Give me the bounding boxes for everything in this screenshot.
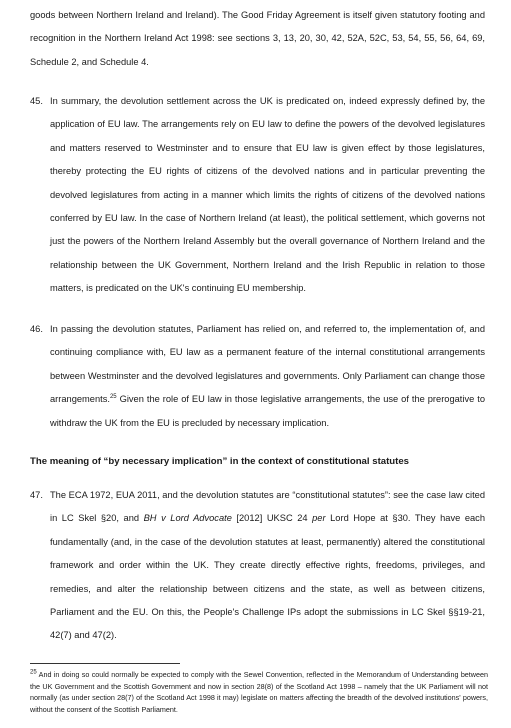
paragraph-46: [30, 318, 485, 435]
footnote-reference[interactable]: 25: [109, 394, 117, 401]
paragraph-45: [30, 90, 485, 301]
paragraph-47: [30, 484, 485, 648]
footnote-text: And in doing so could normally be expected to comply with the Sewel Convention, reflected in the Memorandum of Understanding between the UK Government and the Scottish Government and now in section 28(8) of the Scotland Act 1998 – namely that the UK Parliament will not normally (as under section 28(7) of the Scotland Act 1998 it may) legislate on matters affecting the breadth of the devolved institutions' powers, without the consent of the Scottish Parliament.: [30, 670, 488, 714]
footnote-marker: 25: [30, 669, 37, 676]
section-heading: The meaning of “by necessary implication” in the context of constitutional statutes: [30, 456, 410, 467]
paragraph-text-part: [2012] UKSC 24: [231, 513, 313, 524]
paragraph-number: 46.: [30, 324, 43, 334]
paragraph-text: In summary, the devolution settlement across the UK is predicated on, indeed expressly defined by, the application of EU law. The arrangements rely on EU law to define the powers of the devolved legislatures and matters reserved to Westminster and to ensure that EU law is given effect by those legislatures, thereby protecting the EU rights of citizens of the devolved nations and in particular preventing the devolved legislatures from acting in a manner which limits the rights of citizens of the devolved nations conferred by EU law. In the case of Northern Ireland (at least), the political settlement, which governs not just the powers of the Northern Ireland Assembly but the overall governance of Northern Ireland and the relationship between the UK Government, Northern Ireland and the Irish Republic in relation to those matters, is predicated on the UK's continuing EU membership.: [50, 96, 485, 294]
footnote-25: [30, 669, 488, 715]
paragraph-text-part: The ECA 1972, EUA 2011, and the devolution statutes are “constitutional statutes”: see the case law cited in LC Skel §20, and: [50, 490, 485, 524]
paragraph-text-part: Given the role of EU law in those legislative arrangements, the use of the prerogative to withdraw the UK from the EU is precluded by necessary implication.: [50, 394, 485, 428]
paragraph-text-part: Lord Hope at §30. They have each fundamentally (and, in the case of the devolution statutes at least, permanently) altered the constitutional framework and order within the UK. They create directly effective rights, freedoms, privileges, and remedies, and alter the relationship between citizens and the state, as well as between citizens, Parliament and the EU. On this, the People's Challenge IPs adopt the submissions in LC Skel §§19-21, 42(7) and 47(2).: [50, 513, 485, 641]
paragraph-text: [50, 484, 485, 648]
latin-term: per: [312, 513, 326, 524]
paragraph-text: [50, 318, 485, 435]
paragraph-number: 45.: [30, 96, 43, 106]
paragraph-number: 47.: [30, 490, 43, 500]
footnote-divider: [30, 663, 180, 664]
paragraph-44-continuation: goods between Northern Ireland and Ireland). The Good Friday Agreement is itself given statutory footing and recognition in the Northern Ireland Act 1998: see sections 3, 13, 20, 30, 42, 52A, 52C, 53, 54, 55, 56, 64, 69, Schedule 2, and Schedule 4.: [30, 10, 485, 67]
paragraph-text-part: In passing the devolution statutes, Parliament has relied on, and referred to, the implementation of, and continuing compliance with, EU law as a permanent feature of the internal constitutional arrangements between Westminster and the devolved legislatures and governments. Only Parliament can change those arrangements.: [50, 324, 485, 405]
case-name: BH v Lord Advocate: [143, 513, 232, 524]
